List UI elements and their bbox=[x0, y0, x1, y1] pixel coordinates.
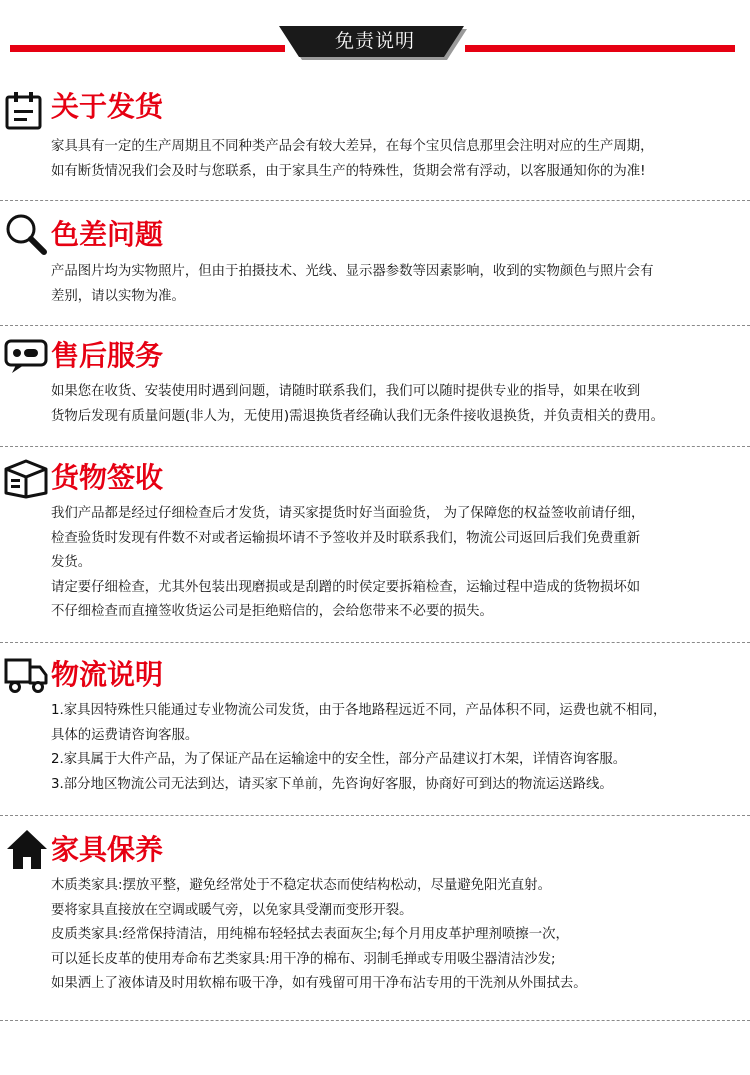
magnifier-icon bbox=[4, 212, 48, 260]
body-line: 如果您在收货、安装使用时遇到问题，请随时联系我们，我们可以随时提供专业的指导，如果在收到 bbox=[51, 384, 641, 399]
header-title: 免责说明 bbox=[334, 30, 415, 52]
body-line: 如有断货情况我们会及时与您联系，由于家具生产的特殊性，货期会常有浮动，以客服通知你的为准! bbox=[51, 163, 646, 179]
body-line: 请定要仔细检查，尤其外包装出现磨损或是刮蹭的时侯定要拆箱检查，运输过程中造成的货物损坏如 bbox=[51, 579, 641, 595]
section-divider bbox=[0, 1020, 750, 1021]
body-line: 发货。 bbox=[51, 555, 92, 570]
body-line: 不仔细检查而直撞签收货运公司是拒绝赔信的，会给您带来不必要的损失。 bbox=[51, 604, 493, 619]
body-line: 木质类家具:摆放平整，避免经常处于不稳定状态而使结构松动，尽量避免阳光直射。 bbox=[51, 878, 551, 893]
body-line: 如果洒上了液体请及时用软棉布吸干净，如有残留可用干净布沾专用的干洗剂从外围拭去。 bbox=[51, 976, 587, 991]
package-icon bbox=[4, 459, 48, 503]
body-line: 产品图片均为实物照片，但由于拍摄技术、光线、显示器参数等因素影响，收到的实物颜色与照片会有 bbox=[51, 264, 654, 279]
house-icon bbox=[4, 827, 50, 875]
section-divider bbox=[0, 325, 750, 326]
section-title: 售后服务 bbox=[51, 339, 164, 372]
section-title: 色差问题 bbox=[51, 218, 164, 251]
section-divider bbox=[0, 642, 750, 643]
body-line: 可以延长皮革的使用寿命布艺类家具:用干净的棉布、羽制毛掸或专用吸尘器清洁沙发; bbox=[51, 951, 556, 967]
section-body bbox=[51, 260, 747, 309]
body-line: 3.部分地区物流公司无法到达，请买家下单前，先咨询好客服，协商好可到达的物流运送路线。 bbox=[51, 776, 613, 792]
section-title: 物流说明 bbox=[51, 658, 164, 691]
section-divider bbox=[0, 200, 750, 201]
section-divider bbox=[0, 446, 750, 447]
section-body bbox=[51, 380, 747, 429]
body-line: 差别，请以实物为准。 bbox=[51, 288, 185, 304]
section-body bbox=[51, 135, 747, 184]
disclaimer-header bbox=[0, 0, 750, 80]
body-line: 检查验货时发现有件数不对或者运输损坏请不予签收并及时联系我们，物流公司返回后我们免费重新 bbox=[51, 530, 641, 546]
section-body bbox=[51, 874, 747, 997]
section-body bbox=[51, 699, 747, 797]
calendar-icon bbox=[4, 90, 44, 136]
truck-icon bbox=[4, 655, 48, 699]
chat-monitor-icon bbox=[4, 337, 48, 381]
section-title: 家具保养 bbox=[51, 833, 164, 866]
body-line: 2.家具属于大件产品，为了保证产品在运输途中的安全性，部分产品建议打木架，详情咨询客服。 bbox=[51, 752, 627, 767]
body-line: 皮质类家具:经常保持清洁，用纯棉布轻轻拭去表面灰尘;每个月用皮革护理剂喷擦一次， bbox=[51, 927, 569, 942]
body-line: 我们产品都是经过仔细检查后才发货，请买家提货时好当面验货， 为了保障您的权益签收前请仔细， bbox=[51, 506, 645, 521]
section-title: 关于发货 bbox=[51, 90, 164, 123]
section-divider bbox=[0, 815, 750, 816]
body-line: 具体的运费请咨询客服。 bbox=[51, 727, 199, 743]
body-line: 1.家具因特殊性只能通过专业物流公司发货，由于各地路程远近不同，产品体积不同，运费也就不相同， bbox=[51, 703, 667, 718]
section-title: 货物签收 bbox=[51, 461, 164, 494]
body-line: 要将家具直接放在空调或暖气旁，以免家具受潮而变形开裂。 bbox=[51, 902, 413, 918]
section-body bbox=[51, 502, 747, 625]
body-line: 家具具有一定的生产周期且不同种类产品会有较大差异，在每个宝贝信息那里会注明对应的生产周期， bbox=[51, 139, 654, 154]
body-line: 货物后发现有质量问题(非人为，无使用)需退换货者经确认我们无条件接收退换货，并负责相关的费用。 bbox=[51, 408, 665, 424]
